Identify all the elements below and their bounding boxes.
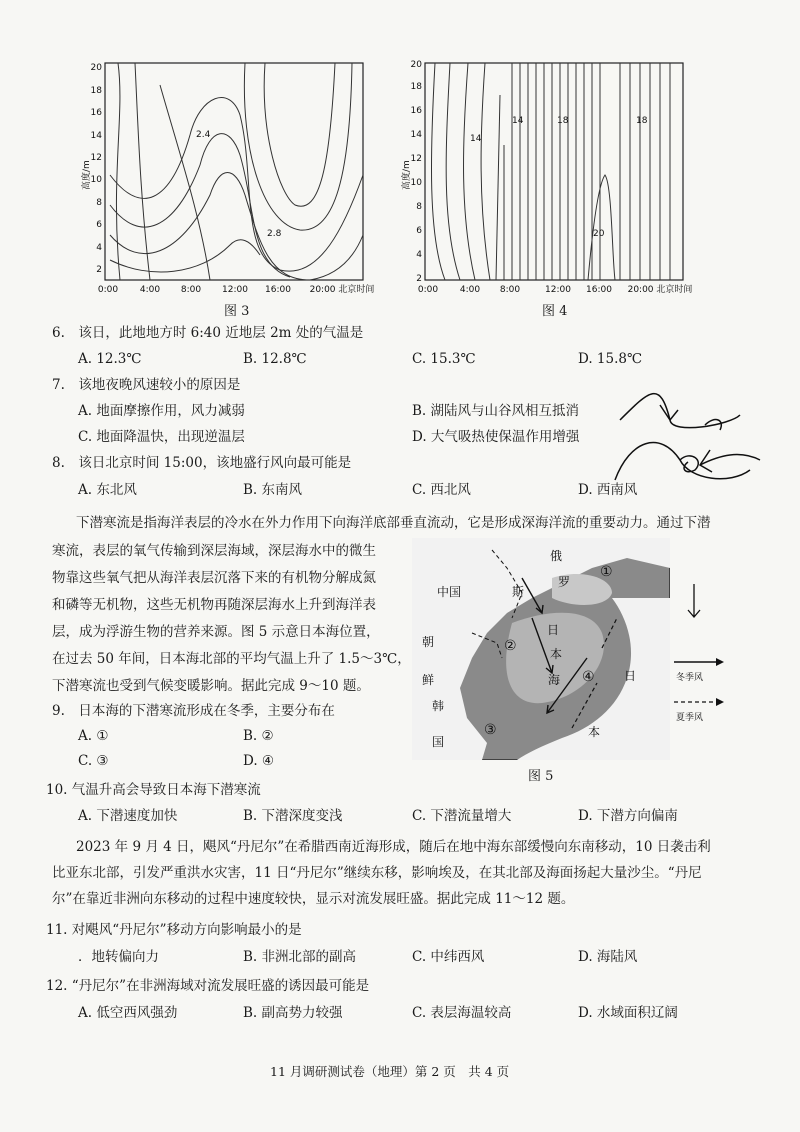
q7-option-d: D. 大气吸热使保温作用增强 bbox=[412, 429, 580, 445]
page-footer: 11 月调研测试卷（地理）第 2 页 共 4 页 bbox=[270, 1064, 510, 1079]
figure-5-legend bbox=[672, 650, 742, 730]
q10-option-c: C. 下潜流量增大 bbox=[412, 808, 512, 824]
passage-1-line: 在过去 50 年间，日本海北部的平均气温上升了 1.5～3℃， bbox=[52, 651, 411, 667]
map-label-sk: 韩 bbox=[432, 699, 445, 713]
fig3-y-tick: 14 bbox=[90, 131, 102, 141]
q7-option-a: A. 地面摩擦作用，风力减弱 bbox=[78, 403, 245, 419]
fig4-x-tick: 0:00 bbox=[417, 285, 439, 295]
fig3-y-tick: 2 bbox=[96, 265, 102, 275]
fig3-x-tick: 0:00 bbox=[97, 285, 119, 295]
q8-option-a: A. 东北风 bbox=[78, 482, 137, 498]
q8-option-b: B. 东南风 bbox=[243, 482, 303, 498]
fig4-x-tick: 4:00 bbox=[459, 285, 481, 295]
fig3-x-tick: 4:00 bbox=[139, 285, 161, 295]
map-label-sea: 本 bbox=[550, 647, 563, 661]
fig3-y-label: 高度/m bbox=[82, 160, 92, 190]
map-label-japan: 日 bbox=[624, 669, 637, 683]
fig3-y-tick: 6 bbox=[96, 220, 102, 230]
fig3-x-tick: 12:00 bbox=[222, 285, 248, 295]
figure-3-chart bbox=[80, 55, 380, 300]
q11-option-d: D. 海陆风 bbox=[578, 949, 638, 965]
q9-option-a: A. ① bbox=[78, 728, 109, 744]
map-marker-1: ① bbox=[600, 564, 613, 580]
fig3-y-tick: 4 bbox=[96, 243, 102, 253]
q12-option-b: B. 副高势力较强 bbox=[243, 1005, 343, 1021]
fig3-y-tick: 12 bbox=[90, 153, 102, 163]
fig3-y-tick: 16 bbox=[90, 108, 102, 118]
fig4-x-tick: 8:00 bbox=[499, 285, 521, 295]
q10-option-a: A. 下潜速度加快 bbox=[78, 808, 178, 824]
q7-option-c: C. 地面降温快，出现逆温层 bbox=[78, 429, 245, 445]
fig4-x-tick: 20:00 北京时间 bbox=[627, 285, 693, 295]
fig4-contour-label: 20 bbox=[593, 229, 605, 239]
fig4-contour-label: 18 bbox=[636, 116, 648, 126]
q12-option-d: D. 水域面积辽阔 bbox=[578, 1005, 678, 1021]
fig3-contour-label: 2.8 bbox=[267, 229, 282, 239]
passage-1-line: 和磷等无机物，这些无机物再随深层海水上升到海洋表 bbox=[52, 597, 376, 613]
question-7-stem: 7. 该地夜晚风速较小的原因是 bbox=[52, 377, 241, 393]
question-9-stem: 9. 日本海的下潜寒流形成在冬季，主要分布在 bbox=[52, 703, 335, 719]
map-label-japan: 本 bbox=[588, 725, 601, 739]
fig4-y-label: 高度/m bbox=[402, 160, 412, 190]
fig3-x-tick: 8:00 bbox=[180, 285, 202, 295]
q6-option-b: B. 12.8℃ bbox=[243, 351, 307, 367]
handwritten-arrow bbox=[684, 582, 704, 622]
q11-option-b: B. 非洲北部的副高 bbox=[243, 949, 357, 965]
map-label-nk: 朝 bbox=[422, 635, 435, 649]
map-label-china: 中国 bbox=[437, 585, 462, 599]
fig4-y-tick: 2 bbox=[416, 274, 422, 284]
passage-1-line: 寒流，表层的氧气传输到深层海域，深层海水中的微生 bbox=[52, 543, 376, 559]
map-label-sea: 海 bbox=[548, 673, 561, 687]
fig4-y-tick: 16 bbox=[410, 106, 422, 116]
question-8-stem: 8. 该日北京时间 15:00，该地盛行风向最可能是 bbox=[52, 455, 352, 471]
legend-summer-label: 夏季风 bbox=[676, 713, 704, 723]
fig4-contour-label: 14 bbox=[512, 116, 524, 126]
fig4-y-tick: 12 bbox=[410, 154, 422, 164]
fig4-y-tick: 10 bbox=[410, 178, 422, 188]
passage-2-line: 尔”在靠近非洲向东移动的过程中速度较快，显示对流发展旺盛。据此完成 11～12 题。 bbox=[52, 891, 575, 907]
fig4-y-tick: 20 bbox=[410, 60, 422, 70]
q11-option-a: ．地转偏向力 bbox=[78, 949, 159, 965]
legend-winter-label: 冬季风 bbox=[676, 673, 704, 683]
passage-1-line: 物靠这些氧气把从海洋表层沉落下来的有机物分解成氮 bbox=[52, 570, 376, 586]
q9-option-d: D. ④ bbox=[243, 753, 275, 769]
map-label-russia: 斯 bbox=[512, 585, 525, 599]
fig4-contour-label: 18 bbox=[557, 116, 569, 126]
q6-option-a: A. 12.3℃ bbox=[78, 351, 142, 367]
map-label-nk: 鲜 bbox=[422, 673, 435, 687]
question-11-stem: 11. 对飓风“丹尼尔”移动方向影响最小的是 bbox=[46, 922, 302, 938]
fig4-y-tick: 18 bbox=[410, 82, 422, 92]
q12-option-c: C. 表层海温较高 bbox=[412, 1005, 512, 1021]
fig3-y-tick: 10 bbox=[90, 175, 102, 185]
fig3-y-tick: 20 bbox=[90, 63, 102, 73]
map-marker-2: ② bbox=[504, 638, 517, 654]
question-10-stem: 10. 气温升高会导致日本海下潜寒流 bbox=[46, 782, 261, 798]
map-label-russia: 罗 bbox=[558, 575, 571, 589]
passage-1-line: 层，成为浮游生物的营养来源。图 5 示意日本海位置， bbox=[52, 624, 380, 640]
fig3-y-tick: 8 bbox=[96, 198, 102, 208]
q7-option-b: B. 湖陆风与山谷风相互抵消 bbox=[412, 403, 580, 419]
map-label-sea: 日 bbox=[547, 623, 560, 637]
fig4-y-tick: 6 bbox=[416, 226, 422, 236]
question-12-stem: 12. “丹尼尔”在非洲海域对流发展旺盛的诱因最可能是 bbox=[46, 978, 370, 994]
map-label-russia: 俄 bbox=[550, 549, 563, 563]
q11-option-c: C. 中纬西风 bbox=[412, 949, 485, 965]
fig3-x-tick: 20:00 北京时间 bbox=[309, 285, 375, 295]
fig4-y-tick: 4 bbox=[416, 250, 422, 260]
q9-option-c: C. ③ bbox=[78, 753, 109, 769]
q10-option-d: D. 下潜方向偏南 bbox=[578, 808, 678, 824]
passage-1-line: 下潜寒流也受到气候变暖影响。据此完成 9～10 题。 bbox=[52, 678, 370, 694]
figure-4-chart bbox=[400, 55, 700, 300]
map-label-sk: 国 bbox=[432, 735, 445, 749]
q8-option-c: C. 西北风 bbox=[412, 482, 471, 498]
map-marker-3: ③ bbox=[484, 722, 497, 738]
handwritten-sketch bbox=[610, 380, 770, 500]
q10-option-b: B. 下潜深度变浅 bbox=[243, 808, 343, 824]
fig4-contour-label: 14 bbox=[470, 134, 482, 144]
fig4-y-tick: 14 bbox=[410, 130, 422, 140]
passage-1-intro: 下潜寒流是指海洋表层的冷水在外力作用下向海洋底部垂直流动，它是形成深海洋流的重要动力。通过下潜 bbox=[76, 515, 711, 531]
fig3-x-tick: 16:00 bbox=[265, 285, 291, 295]
figure-4-caption: 图 4 bbox=[542, 304, 568, 319]
figure-3-caption: 图 3 bbox=[224, 304, 250, 319]
fig3-y-tick: 18 bbox=[90, 86, 102, 96]
map-marker-4: ④ bbox=[582, 669, 595, 685]
q6-option-c: C. 15.3℃ bbox=[412, 351, 476, 367]
question-6-stem: 6. 该日，此地地方时 6:40 近地层 2m 处的气温是 bbox=[52, 325, 364, 341]
q6-option-d: D. 15.8℃ bbox=[578, 351, 643, 367]
fig4-x-tick: 16:00 bbox=[586, 285, 612, 295]
q12-option-a: A. 低空西风强劲 bbox=[78, 1005, 178, 1021]
passage-2-line: 比亚东北部，引发严重洪水灾害，11 日“丹尼尔”继续东移，影响埃及，在其北部及海面扬起大量沙尘。“丹尼 bbox=[52, 865, 702, 881]
fig4-x-tick: 12:00 bbox=[545, 285, 571, 295]
fig3-contour-label: 2.4 bbox=[196, 130, 211, 140]
figure-5-caption: 图 5 bbox=[528, 769, 554, 784]
q8-option-d: D. 西南风 bbox=[578, 482, 638, 498]
figure-5-map bbox=[412, 538, 670, 760]
q9-option-b: B. ② bbox=[243, 728, 274, 744]
passage-2-line: 2023 年 9 月 4 日，飓风“丹尼尔”在希腊西南近海形成，随后在地中海东部缓慢向东南移动，10 日袭击利 bbox=[76, 839, 711, 855]
fig4-y-tick: 8 bbox=[416, 202, 422, 212]
